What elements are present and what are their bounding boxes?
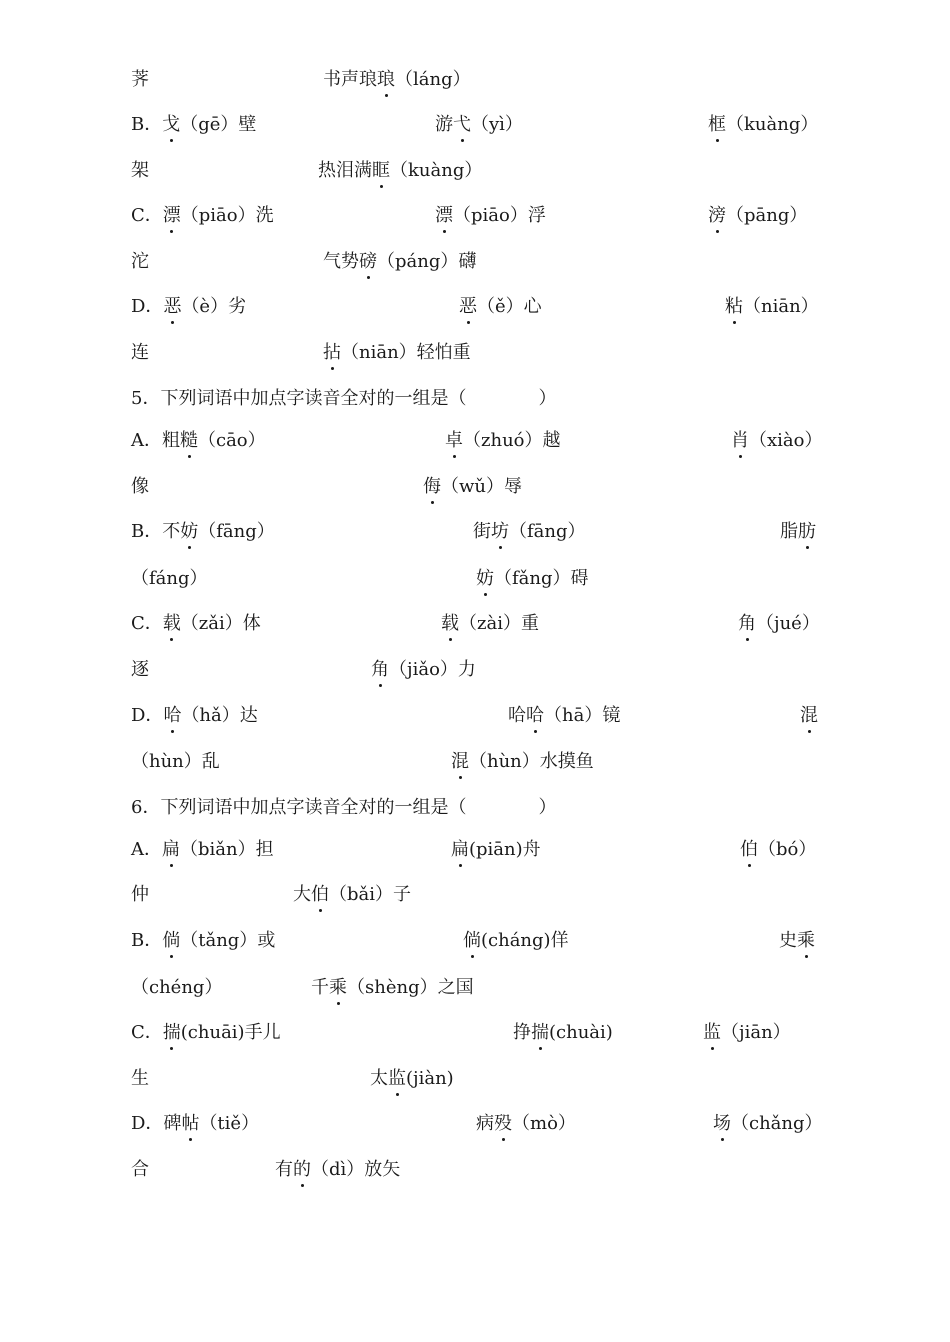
text-segment xyxy=(459,295,542,319)
text-segment xyxy=(463,929,569,953)
text-segment xyxy=(131,68,149,92)
text-run: B．不 xyxy=(131,521,181,542)
text-run: （kuàng） xyxy=(390,160,483,181)
emphasis-dot-char: 漂 xyxy=(435,205,453,226)
text-segment xyxy=(131,520,275,544)
text-run: 荠 xyxy=(131,69,149,90)
text-segment xyxy=(451,750,594,774)
emphasis-dot-char: 角 xyxy=(371,659,389,680)
text-run: 太 xyxy=(370,1068,388,1089)
text-run: （zǎi）体 xyxy=(180,613,261,634)
text-run: 像 xyxy=(131,476,149,497)
text-segment xyxy=(131,612,261,636)
text-segment xyxy=(476,1112,576,1136)
emphasis-dot-char: 眶 xyxy=(372,160,390,181)
text-segment xyxy=(435,204,546,228)
text-segment xyxy=(131,387,556,411)
text-run: （fǎng）碍 xyxy=(494,568,589,589)
text-run: 沱 xyxy=(131,251,149,272)
text-segment xyxy=(780,520,816,544)
text-segment xyxy=(703,1021,791,1045)
emphasis-dot-char: 侮 xyxy=(423,476,441,497)
text-segment xyxy=(131,250,149,274)
text-run: （fáng） xyxy=(131,568,208,589)
text-run: （hùn）乱 xyxy=(131,751,220,772)
emphasis-dot-char: 弋 xyxy=(453,114,471,135)
emphasis-dot-char: 恶 xyxy=(459,296,477,317)
text-run: （wǔ）辱 xyxy=(441,476,522,497)
text-run: （shèng）之国 xyxy=(347,977,474,998)
text-run: （bó） xyxy=(758,839,817,860)
text-run: C． xyxy=(131,613,163,634)
text-run: （fāng） xyxy=(509,521,586,542)
text-segment xyxy=(738,612,820,636)
emphasis-dot-char: 载 xyxy=(162,613,181,634)
text-segment xyxy=(131,475,149,499)
text-run: （fāng） xyxy=(198,521,275,542)
text-run: （ě）心 xyxy=(477,296,542,317)
text-run: （dì）放矢 xyxy=(311,1159,401,1180)
text-run: （páng）礴 xyxy=(377,251,477,272)
text-segment xyxy=(131,204,274,228)
text-segment xyxy=(800,704,818,728)
text-segment xyxy=(445,429,561,453)
text-segment xyxy=(473,520,586,544)
text-run: (chuāi)手儿 xyxy=(180,1022,281,1043)
text-run: 架 xyxy=(131,160,149,181)
text-segment xyxy=(371,658,476,682)
text-run: 逐 xyxy=(131,659,149,680)
emphasis-dot-char: 伯 xyxy=(311,884,329,905)
text-run: D．碑 xyxy=(131,1113,182,1134)
text-run: C． xyxy=(131,205,163,226)
text-run: （xiào） xyxy=(749,430,823,451)
text-run: （tiě） xyxy=(199,1113,260,1134)
text-run: 游 xyxy=(435,114,453,135)
text-run: （è）劣 xyxy=(181,296,247,317)
text-run: （hǎ）达 xyxy=(181,705,258,726)
text-run: 6．下列词语中加点字读音全对的一组是（ ） xyxy=(131,797,557,818)
text-run: （mò） xyxy=(512,1113,576,1134)
emphasis-dot-char: 倘 xyxy=(463,930,481,951)
emphasis-dot-char: 粘 xyxy=(725,296,743,317)
emphasis-dot-char: 肪 xyxy=(798,521,816,542)
text-run: 书声琅 xyxy=(323,69,377,90)
text-run: （niān） xyxy=(743,296,819,317)
text-segment xyxy=(513,1021,613,1045)
text-run: （hùn）水摸鱼 xyxy=(469,751,594,772)
text-run: 热泪满 xyxy=(318,160,372,181)
text-run: D． xyxy=(131,296,164,317)
text-segment xyxy=(131,159,149,183)
emphasis-dot-char: 哈 xyxy=(163,705,182,726)
text-run: （zhuó）越 xyxy=(463,430,561,451)
text-segment xyxy=(725,295,819,319)
text-run: A．粗 xyxy=(131,430,180,451)
emphasis-dot-char: 扁 xyxy=(451,839,469,860)
text-run: 大 xyxy=(293,884,311,905)
text-segment xyxy=(441,612,539,636)
text-run: （tǎng）或 xyxy=(180,930,276,951)
emphasis-dot-char: 妨 xyxy=(180,521,199,542)
emphasis-dot-char: 伯 xyxy=(740,839,758,860)
text-segment xyxy=(708,204,807,228)
text-run: （chǎng） xyxy=(731,1113,823,1134)
emphasis-dot-char: 肖 xyxy=(731,430,749,451)
text-segment xyxy=(131,567,208,591)
text-segment xyxy=(131,1021,281,1045)
text-segment xyxy=(476,567,589,591)
text-segment xyxy=(435,113,523,137)
text-run: （piāo）浮 xyxy=(453,205,546,226)
text-run: D． xyxy=(131,705,164,726)
text-run: (jiàn) xyxy=(406,1068,454,1089)
text-run: （cāo） xyxy=(198,430,266,451)
emphasis-dot-char: 滂 xyxy=(708,205,726,226)
text-segment xyxy=(713,1112,823,1136)
text-segment xyxy=(318,159,482,183)
text-run: （gē）壁 xyxy=(180,114,257,135)
emphasis-dot-char: 乘 xyxy=(329,977,347,998)
text-segment xyxy=(131,1067,149,1091)
text-run: （láng） xyxy=(395,69,471,90)
emphasis-dot-char: 哈 xyxy=(526,705,544,726)
text-segment xyxy=(131,976,222,1000)
emphasis-dot-char: 殁 xyxy=(494,1113,512,1134)
text-run: (cháng)佯 xyxy=(481,930,569,951)
emphasis-dot-char: 妨 xyxy=(476,568,494,589)
text-run: （zài）重 xyxy=(459,613,539,634)
text-segment xyxy=(451,838,541,862)
text-segment xyxy=(131,1112,259,1136)
text-run: 脂 xyxy=(780,521,798,542)
emphasis-dot-char: 框 xyxy=(708,114,726,135)
text-segment xyxy=(779,929,815,953)
text-run: （niān）轻怕重 xyxy=(341,342,471,363)
text-segment xyxy=(275,1158,400,1182)
text-segment xyxy=(131,658,149,682)
emphasis-dot-char: 倘 xyxy=(162,930,181,951)
text-run: (chuài) xyxy=(549,1022,613,1043)
text-segment xyxy=(131,113,256,137)
text-segment xyxy=(508,704,620,728)
text-run: 挣 xyxy=(513,1022,531,1043)
emphasis-dot-char: 角 xyxy=(738,613,756,634)
text-run: 有 xyxy=(275,1159,293,1180)
text-segment xyxy=(423,475,522,499)
emphasis-dot-char: 揣 xyxy=(531,1022,549,1043)
text-segment xyxy=(131,883,149,907)
emphasis-dot-char: 恶 xyxy=(163,296,182,317)
text-segment xyxy=(323,250,476,274)
text-segment xyxy=(131,295,246,319)
text-run: 病 xyxy=(476,1113,494,1134)
text-run: （pāng） xyxy=(726,205,808,226)
text-run: 史 xyxy=(779,930,797,951)
text-run: （biǎn）担 xyxy=(180,839,274,860)
text-run: C． xyxy=(131,1022,163,1043)
text-segment xyxy=(708,113,818,137)
text-segment xyxy=(131,1158,149,1182)
emphasis-dot-char: 坊 xyxy=(491,521,509,542)
emphasis-dot-char: 扁 xyxy=(162,839,180,860)
text-run: B． xyxy=(131,930,163,951)
text-run: （kuàng） xyxy=(726,114,819,135)
emphasis-dot-char: 混 xyxy=(451,751,469,772)
text-segment xyxy=(731,429,822,453)
text-segment xyxy=(131,429,266,453)
emphasis-dot-char: 磅 xyxy=(359,251,377,272)
text-segment xyxy=(311,976,474,1000)
emphasis-dot-char: 帖 xyxy=(181,1113,200,1134)
text-run: 合 xyxy=(131,1159,149,1180)
text-segment xyxy=(131,341,149,365)
emphasis-dot-char: 乘 xyxy=(797,930,815,951)
text-run: （chéng） xyxy=(131,977,223,998)
text-segment xyxy=(131,750,220,774)
text-run: 连 xyxy=(131,342,149,363)
text-segment xyxy=(131,796,556,820)
text-segment xyxy=(131,704,258,728)
text-segment xyxy=(370,1067,454,1091)
text-run: （hā）镜 xyxy=(544,705,621,726)
emphasis-dot-char: 糙 xyxy=(180,430,198,451)
text-run: 千 xyxy=(311,977,329,998)
text-segment xyxy=(323,68,471,92)
emphasis-dot-char: 戈 xyxy=(162,114,181,135)
text-segment xyxy=(740,838,816,862)
emphasis-dot-char: 拈 xyxy=(323,342,341,363)
text-run: （bǎi）子 xyxy=(329,884,412,905)
text-run: 哈 xyxy=(508,705,526,726)
emphasis-dot-char: 载 xyxy=(441,613,459,634)
text-run: A． xyxy=(131,839,162,860)
text-run: 5．下列词语中加点字读音全对的一组是（ ） xyxy=(131,388,557,409)
text-run: （piāo）洗 xyxy=(180,205,274,226)
text-segment xyxy=(293,883,411,907)
text-run: 生 xyxy=(131,1068,149,1089)
text-run: （jué） xyxy=(756,613,820,634)
emphasis-dot-char: 卓 xyxy=(445,430,463,451)
text-run: （yì） xyxy=(471,114,523,135)
text-run: 仲 xyxy=(131,884,149,905)
emphasis-dot-char: 混 xyxy=(800,705,818,726)
text-segment xyxy=(131,929,275,953)
text-run: (piān)舟 xyxy=(469,839,541,860)
emphasis-dot-char: 漂 xyxy=(162,205,181,226)
emphasis-dot-char: 监 xyxy=(388,1068,406,1089)
text-segment xyxy=(131,838,274,862)
text-run: 街 xyxy=(473,521,491,542)
text-segment xyxy=(323,341,471,365)
emphasis-dot-char: 监 xyxy=(703,1022,721,1043)
emphasis-dot-char: 揣 xyxy=(162,1022,181,1043)
emphasis-dot-char: 的 xyxy=(293,1159,311,1180)
text-run: 气势 xyxy=(323,251,359,272)
emphasis-dot-char: 琅 xyxy=(377,69,395,90)
text-run: （jiān） xyxy=(721,1022,791,1043)
text-run: （jiǎo）力 xyxy=(389,659,476,680)
text-run: B． xyxy=(131,114,163,135)
emphasis-dot-char: 场 xyxy=(713,1113,731,1134)
